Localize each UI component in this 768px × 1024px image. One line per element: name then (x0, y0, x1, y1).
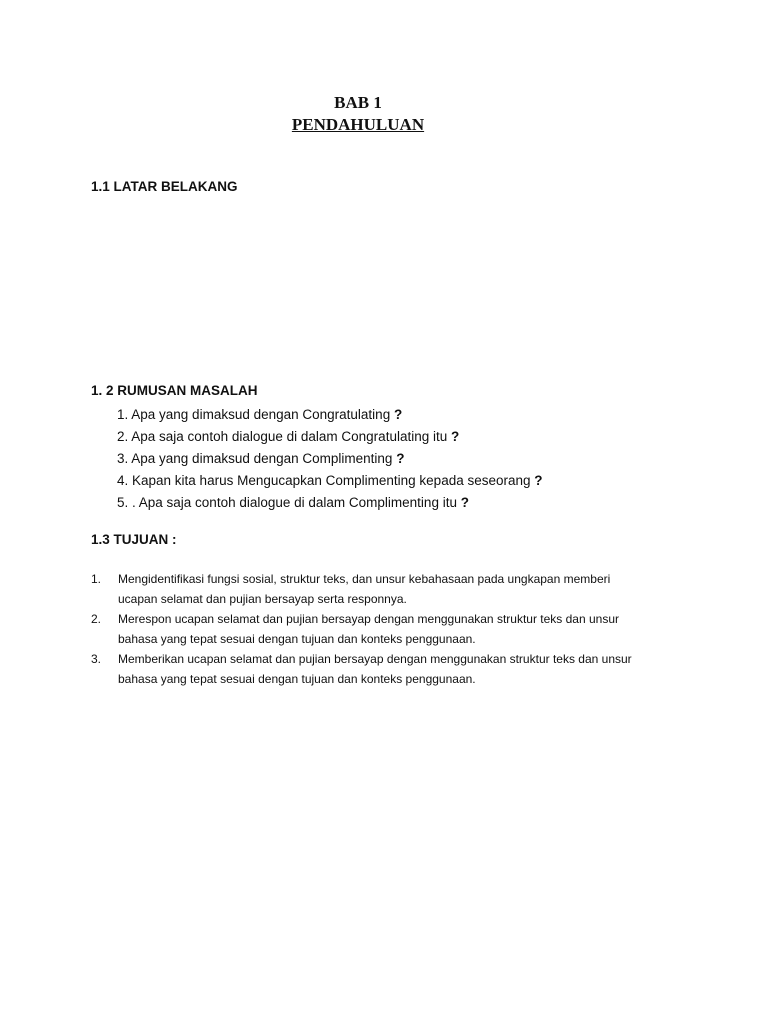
list-item (117, 448, 543, 470)
list-item-text: Mengidentifikasi fungsi sosial, struktur teks, dan unsur kebahasaan pada ungkapan memberi ucapan selamat dan pujian bersayap serta responnya. (118, 572, 611, 606)
question-mark: ? (393, 407, 403, 422)
section-heading-tujuan: 1.3 TUJUAN : (91, 532, 177, 547)
chapter-title (0, 114, 716, 136)
list-item (91, 649, 651, 689)
rumusan-masalah-list (117, 404, 543, 514)
list-item-number: 3. (91, 652, 102, 666)
question-mark: ? (396, 451, 405, 466)
list-item (91, 609, 651, 649)
section-heading-latar-belakang: 1.1 LATAR BELAKANG (91, 179, 238, 194)
list-item-number: 2. (91, 612, 102, 626)
list-item-text: 5. . Apa saja contoh dialogue di dalam Complimenting itu (117, 495, 461, 510)
list-item-number: 1. (91, 572, 102, 586)
question-mark: ? (450, 429, 460, 444)
list-item (117, 470, 543, 492)
list-item-text: Memberikan ucapan selamat dan pujian bersayap dengan menggunakan struktur teks dan unsur bahasa yang tepat sesuai dengan tujuan dan konteks penggunaan. (118, 652, 632, 686)
list-item-text: 1. Apa yang dimaksud dengan Congratulating (117, 407, 394, 422)
list-item-text: 2. Apa saja contoh dialogue di dalam Congratulating itu (117, 429, 451, 444)
list-item (117, 426, 543, 448)
question-mark: ? (460, 495, 469, 510)
section-heading-rumusan-masalah: 1. 2 RUMUSAN MASALAH (91, 383, 258, 398)
list-item-text: 3. Apa yang dimaksud dengan Complimenting (117, 451, 397, 466)
list-item (117, 492, 543, 514)
chapter-title-text: PENDAHULUAN (291, 115, 425, 134)
list-item (91, 569, 651, 609)
list-item-text: Merespon ucapan selamat dan pujian bersayap dengan menggunakan struktur teks dan unsur bahasa yang tepat sesuai dengan tujuan dan konteks penggunaan. (118, 612, 619, 646)
question-mark: ? (534, 473, 543, 488)
list-item-text: 4. Kapan kita harus Mengucapkan Complimenting kepada seseorang (117, 473, 535, 488)
chapter-number: BAB 1 (334, 93, 382, 112)
list-item (117, 404, 543, 426)
tujuan-list (91, 569, 651, 689)
